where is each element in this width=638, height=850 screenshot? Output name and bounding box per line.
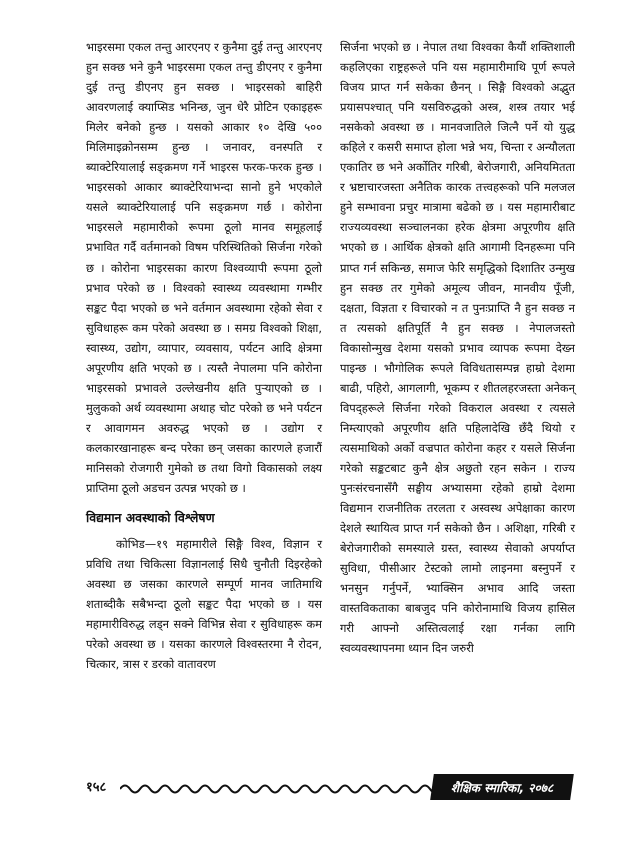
section-heading: विद्यमान अवस्थाको विश्लेषण — [86, 510, 215, 526]
page-number: १५८ — [86, 780, 107, 795]
left-column — [86, 37, 322, 674]
body-paragraph: भाइरसमा एकल तन्तु आरएनए र कुनैमा दुई तन्तु आरएनए हुन सक्छ भने कुनै भाइरसमा एकल तन्तु डीएनए र कुनैमा दुई तन्तु डीएनए हुन सक्छ । भाइरसको बाहिरी आवरणलाई क्याप्सिड भनिन्छ, जुन धेरै प्रोटिन एकाइहरू मिलेर बनेको हुन्छ । यसको आकार १० देखि ५०० मिलिमाइक्रोनसम्म हुन्छ । जनावर, वनस्पति र ब्याक्टेरियालाई सङ्क्रमण गर्ने भाइरस फरक-फरक हुन्छ । भाइरसको आकार ब्याक्टेरियाभन्दा सानो हुने भएकोले यसले ब्याक्टेरियालाई पनि सङ्क्रमण गर्छ । कोरोना भाइरसले महामारीको रूपमा ठूलो मानव समूहलाई प्रभावित गर्दै वर्तमानको विषम परिस्थितिको सिर्जना गरेको छ । कोरोना भाइरसका कारण विश्वव्यापी रूपमा ठूलो प्रभाव परेको छ । विश्वको स्वास्थ्य व्यवस्थामा गम्भीर सङ्कट पैदा भएको छ भने वर्तमान अवस्थामा रहेको सेवा र सुविधाहरू कम परेको अवस्था छ । समग्र विश्वको शिक्षा, स्वास्थ्य, उद्योग, व्यापार, व्यवसाय, पर्यटन आदि क्षेत्रमा अपूरणीय क्षति भएको छ । त्यस्तै नेपालमा पनि कोरोना भाइरसको प्रभावले उल्लेखनीय क्षति पुर्‍याएको छ । मुलुकको अर्थ व्यवस्थामा अथाह चोट परेको छ भने पर्यटन र आवागमन अवरुद्ध भएको छ । उद्योग र कलकारखानाहरू बन्द परेका छन् जसका कारणले हजारौं मानिसको रोजगारी गुमेको छ तथा विगो विकासको लक्ष्य प्राप्तिमा ठूलो अडचन उत्पन्न भएको छ । — [86, 40, 322, 496]
body-paragraph: कोभिड—१९ महामारीले सिङ्गै विश्व, विज्ञान र प्रविधि तथा चिकित्सा विज्ञानलाई सिधै चुनौती दिइरहेको अवस्था छ जसका कारणले सम्पूर्ण मानव जातिमाथि शताब्दीकै सबैभन्दा ठूलो सङ्कट पैदा भएको छ । यस महामारीविरुद्ध लड्न सक्ने विभिन्न सेवा र सुविधाहरू कम परेको अवस्था छ । यसका कारणले विश्वस्तरमा नै रोदन, चित्कार, त्रास र डरको वातावरण — [86, 537, 322, 672]
page-footer — [70, 774, 590, 804]
wave-divider-icon — [120, 780, 450, 798]
body-paragraph: सिर्जना भएको छ । नेपाल तथा विश्वका कैयौं शक्तिशाली कहलिएका राष्ट्रहरूले पनि यस महामारीमाथि पूर्ण रूपले विजय प्राप्त गर्न सकेका छैनन् । सिङ्गै विश्वको अद्भुत प्रयासपश्चात् पनि यसविरुद्धको अस्त्र, शस्त्र तयार भई नसकेको अवस्था छ । मानवजातिले जित्नै पर्ने यो युद्ध कहिले र कसरी समाप्त होला भन्ने भय, चिन्ता र अन्यौलता एकातिर छ भने अर्कोतिर गरिबी, बेरोजगारी, अनियमितता र भ्रष्टाचारजस्ता अनैतिक कारक तत्त्वहरूको पनि मलजल हुने सम्भावना प्रचुर मात्रामा बढेको छ । यस महामारीबाट राज्यव्यवस्था सञ्चालनका हरेक क्षेत्रमा अपूरणीय क्षति भएको छ । आर्थिक क्षेत्रको क्षति आगामी दिनहरूमा पनि प्राप्त गर्न सकिन्छ, समाज फेरि समृद्धिको दिशातिर उन्मुख हुन सक्छ तर गुमेको अमूल्य जीवन, मानवीय पूँजी, दक्षता, विज्ञता र विचारको न त पुनःप्राप्ति नै हुन सक्छ न त त्यसको क्षतिपूर्ति नै हुन सक्छ । नेपालजस्तो विकासोन्मुख देशमा यसको प्रभाव व्यापक रूपमा देख्न पाइन्छ । भौगोलिक रूपले विविधतासम्पन्न हाम्रो देशमा बाढी, पहिरो, आगलागी, भूकम्प र शीतलहरजस्ता अनेकन् विपद्हरूले सिर्जना गरेको विकराल अवस्था र त्यसले निम्त्याएको अपूरणीय क्षति पहिलादेखि छँदै थियो र त्यसमाथिको अर्को वज्रपात कोरोना कहर र यसले सिर्जना गरेको सङ्कटबाट कुनै क्षेत्र अछुतो रहन सकेन । राज्य पुनःसंरचनासँगै सङ्घीय अभ्यासमा रहेको हाम्रो देशमा विद्यमान राजनीतिक तरलता र अस्वस्थ अपेक्षाका कारण देशले स्थायित्व प्राप्त गर्न सकेको छैन । अशिक्षा, गरिबी र बेरोजगारीको समस्याले ग्रस्त, स्वास्थ्य सेवाको अपर्याप्त सुविधा, पीसीआर टेस्टको लामो लाइनमा बस्नुपर्ने र भनसुन गर्नुपर्ने, भ्याक्सिन अभाव आदि जस्ता वास्तविकताका बाबजुद पनि कोरोनामाथि विजय हासिल गरी आफ्नो अस्तित्वलाई रक्षा गर्नका लागि स्वव्यवस्थापनमा ध्यान दिन जरुरी — [340, 40, 575, 656]
publication-title-box — [430, 774, 574, 800]
right-column — [340, 37, 575, 658]
publication-title: शैक्षिक स्मारिका, २०७८ — [450, 780, 554, 795]
